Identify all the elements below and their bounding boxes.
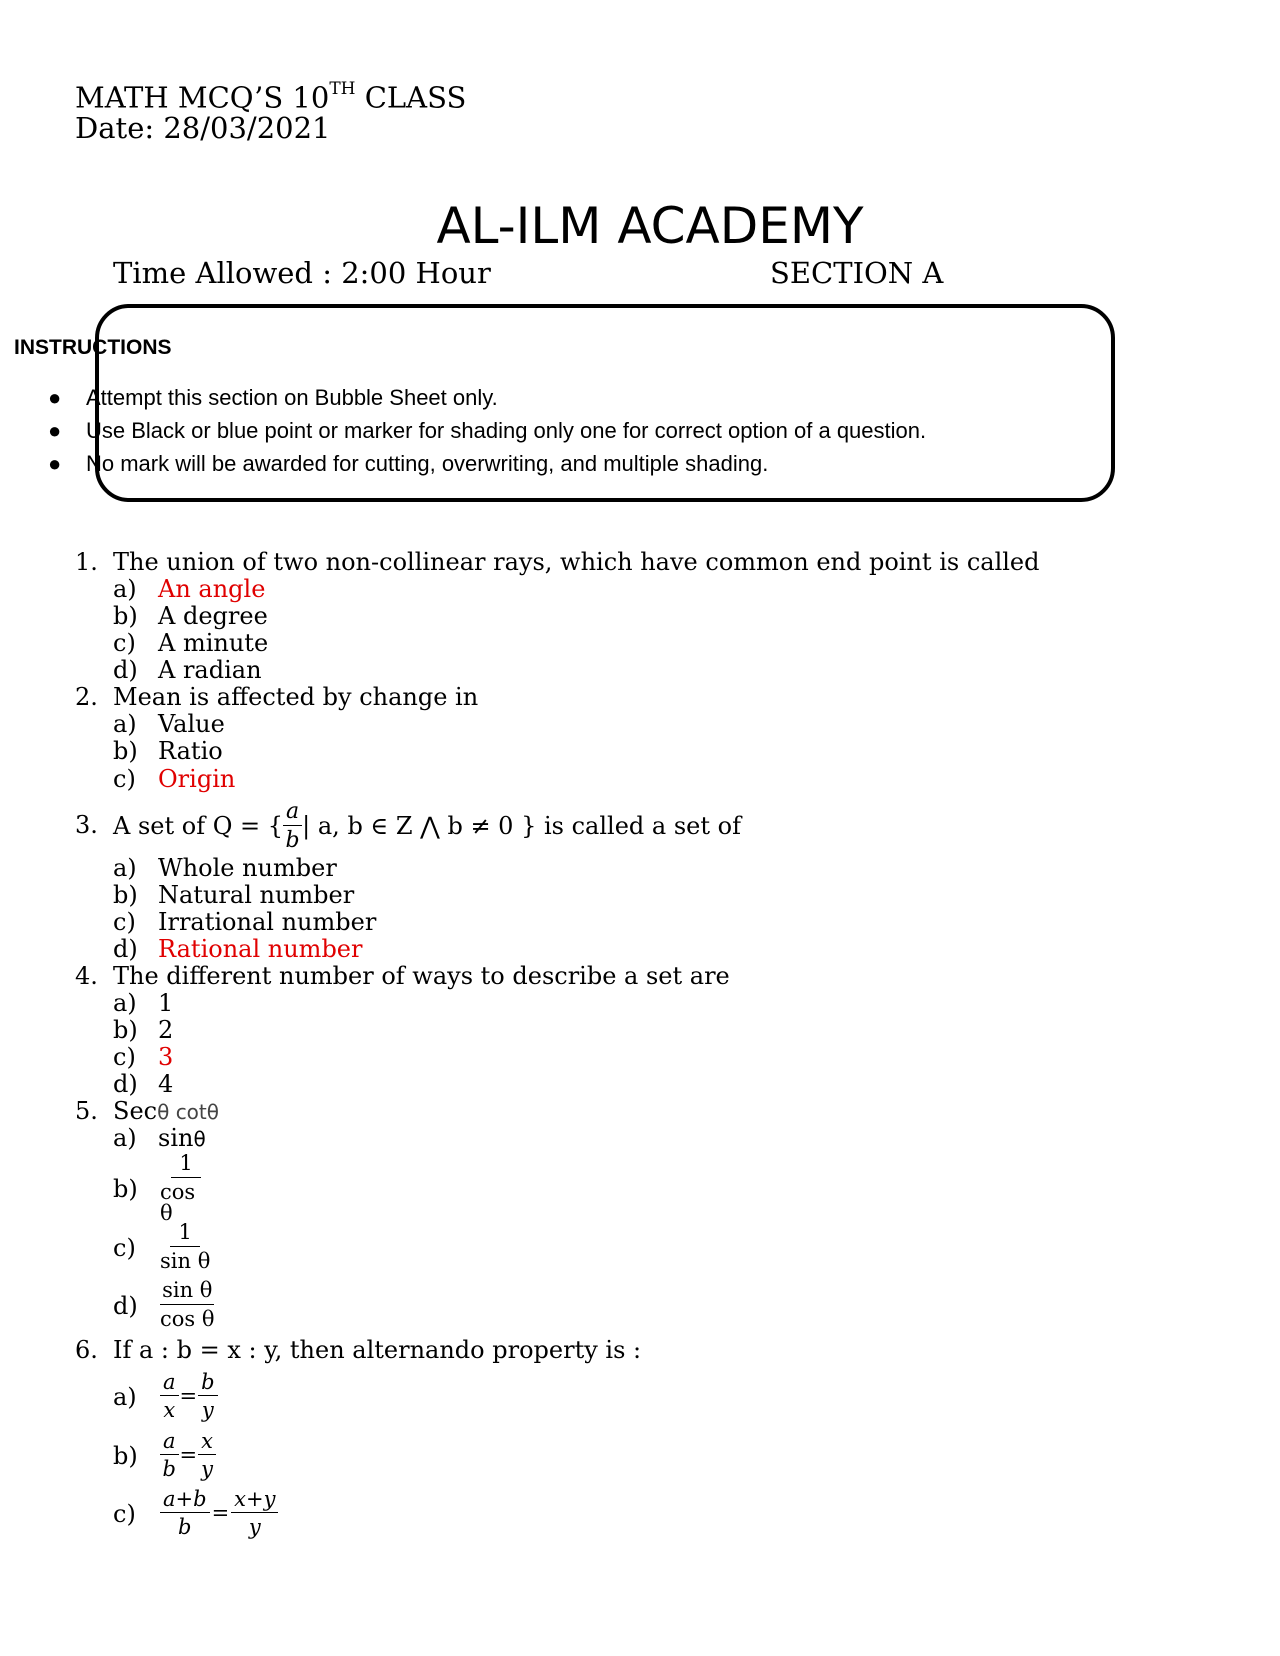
class-heading: MATH MCQ’S 10TH CLASS xyxy=(75,79,467,115)
question-text: Secθ cotθ xyxy=(113,1097,219,1125)
option-text-correct: 3 xyxy=(158,1043,174,1071)
date-line: Date: 28/03/2021 xyxy=(75,111,331,145)
option-label: a) xyxy=(113,1124,137,1152)
option-equation: $\frac{a}{b}$ = $\frac{x}{y}$ xyxy=(160,1425,216,1485)
option-text: 2 xyxy=(158,1016,174,1044)
option-label: d) xyxy=(113,1070,138,1098)
question-text: The different number of ways to describe a set are xyxy=(113,962,730,990)
option-label: b) xyxy=(113,602,138,630)
option-text: 4 xyxy=(158,1070,174,1098)
question-text: Mean is affected by change in xyxy=(113,683,479,711)
bullet-icon: ● xyxy=(48,418,62,443)
option-label: d) xyxy=(113,935,138,963)
option-label: b) xyxy=(113,881,138,909)
question-number: 3. xyxy=(75,811,98,839)
option-text-correct: An angle xyxy=(158,575,266,603)
option-label: c) xyxy=(113,629,136,657)
option-text: Whole number xyxy=(158,854,337,882)
option-text: A minute xyxy=(158,629,269,657)
fraction: $\frac{a}{b}$ xyxy=(283,801,302,852)
option-label: a) xyxy=(113,575,137,603)
option-label: b) xyxy=(113,1175,138,1203)
question-text: A set of Q = { $\frac{a}{b}$ | a, b ∈ Z ⋀ b ≠ 0 } is called a set of xyxy=(113,798,741,853)
option-label: c) xyxy=(113,1043,136,1071)
option-label: b) xyxy=(113,1016,138,1044)
option-label: c) xyxy=(113,1500,136,1528)
option-equation: $\frac{a}{x}$ = $\frac{b}{y}$ xyxy=(160,1366,218,1426)
option-label: c) xyxy=(113,765,136,793)
question-number: 4. xyxy=(75,962,98,990)
question-number: 6. xyxy=(75,1336,98,1364)
option-text: Irrational number xyxy=(158,908,377,936)
option-text-correct: Origin xyxy=(158,765,236,793)
option-label: a) xyxy=(113,854,137,882)
option-label: d) xyxy=(113,1292,138,1320)
option-text: Ratio xyxy=(158,737,223,765)
option-text: Value xyxy=(158,710,225,738)
option-text: A degree xyxy=(158,602,268,630)
option-label: a) xyxy=(113,710,137,738)
instruction-item: ● Use Black or blue point or marker for shading only one for correct option of a question. xyxy=(48,418,927,443)
option-text-correct: Rational number xyxy=(158,935,363,963)
question-number: 5. xyxy=(75,1097,98,1125)
instruction-item: ● Attempt this section on Bubble Sheet only. xyxy=(48,385,498,410)
option-text: Natural number xyxy=(158,881,355,909)
time-allowed: Time Allowed : 2:00 Hour xyxy=(113,256,491,290)
instructions-heading: INSTRUCTIONS xyxy=(14,336,172,359)
option-label: a) xyxy=(113,1383,137,1411)
page-title: AL-ILM ACADEMY xyxy=(436,197,864,255)
option-fraction: $\frac{\text{sin θ}}{\text{cos θ}}$ xyxy=(160,1278,215,1331)
option-label: c) xyxy=(113,1234,136,1262)
option-label: d) xyxy=(113,656,138,684)
option-fraction: $\frac{1}{\text{cos θ}}$ xyxy=(160,1158,212,1218)
question-text: If a : b = x : y, then alternando property is : xyxy=(113,1336,642,1364)
option-text: 1 xyxy=(158,989,174,1017)
option-text: A radian xyxy=(158,656,262,684)
question-number: 2. xyxy=(75,683,98,711)
option-label: b) xyxy=(113,737,138,765)
option-fraction: $\frac{1}{\text{sin θ}}$ xyxy=(160,1220,211,1273)
question-text: The union of two non-collinear rays, which have common end point is called xyxy=(113,548,1040,576)
bullet-icon: ● xyxy=(48,385,62,410)
option-label: b) xyxy=(113,1442,138,1470)
bullet-icon: ● xyxy=(48,451,62,476)
option-equation: $\frac{a+b}{b}$ = $\frac{x+y}{y}$ xyxy=(160,1483,278,1543)
option-text: sinθ xyxy=(158,1124,206,1152)
section-label: SECTION A xyxy=(770,256,944,290)
instruction-item: ● No mark will be awarded for cutting, overwriting, and multiple shading. xyxy=(48,451,769,476)
option-label: a) xyxy=(113,989,137,1017)
question-number: 1. xyxy=(75,548,98,576)
option-label: c) xyxy=(113,908,136,936)
